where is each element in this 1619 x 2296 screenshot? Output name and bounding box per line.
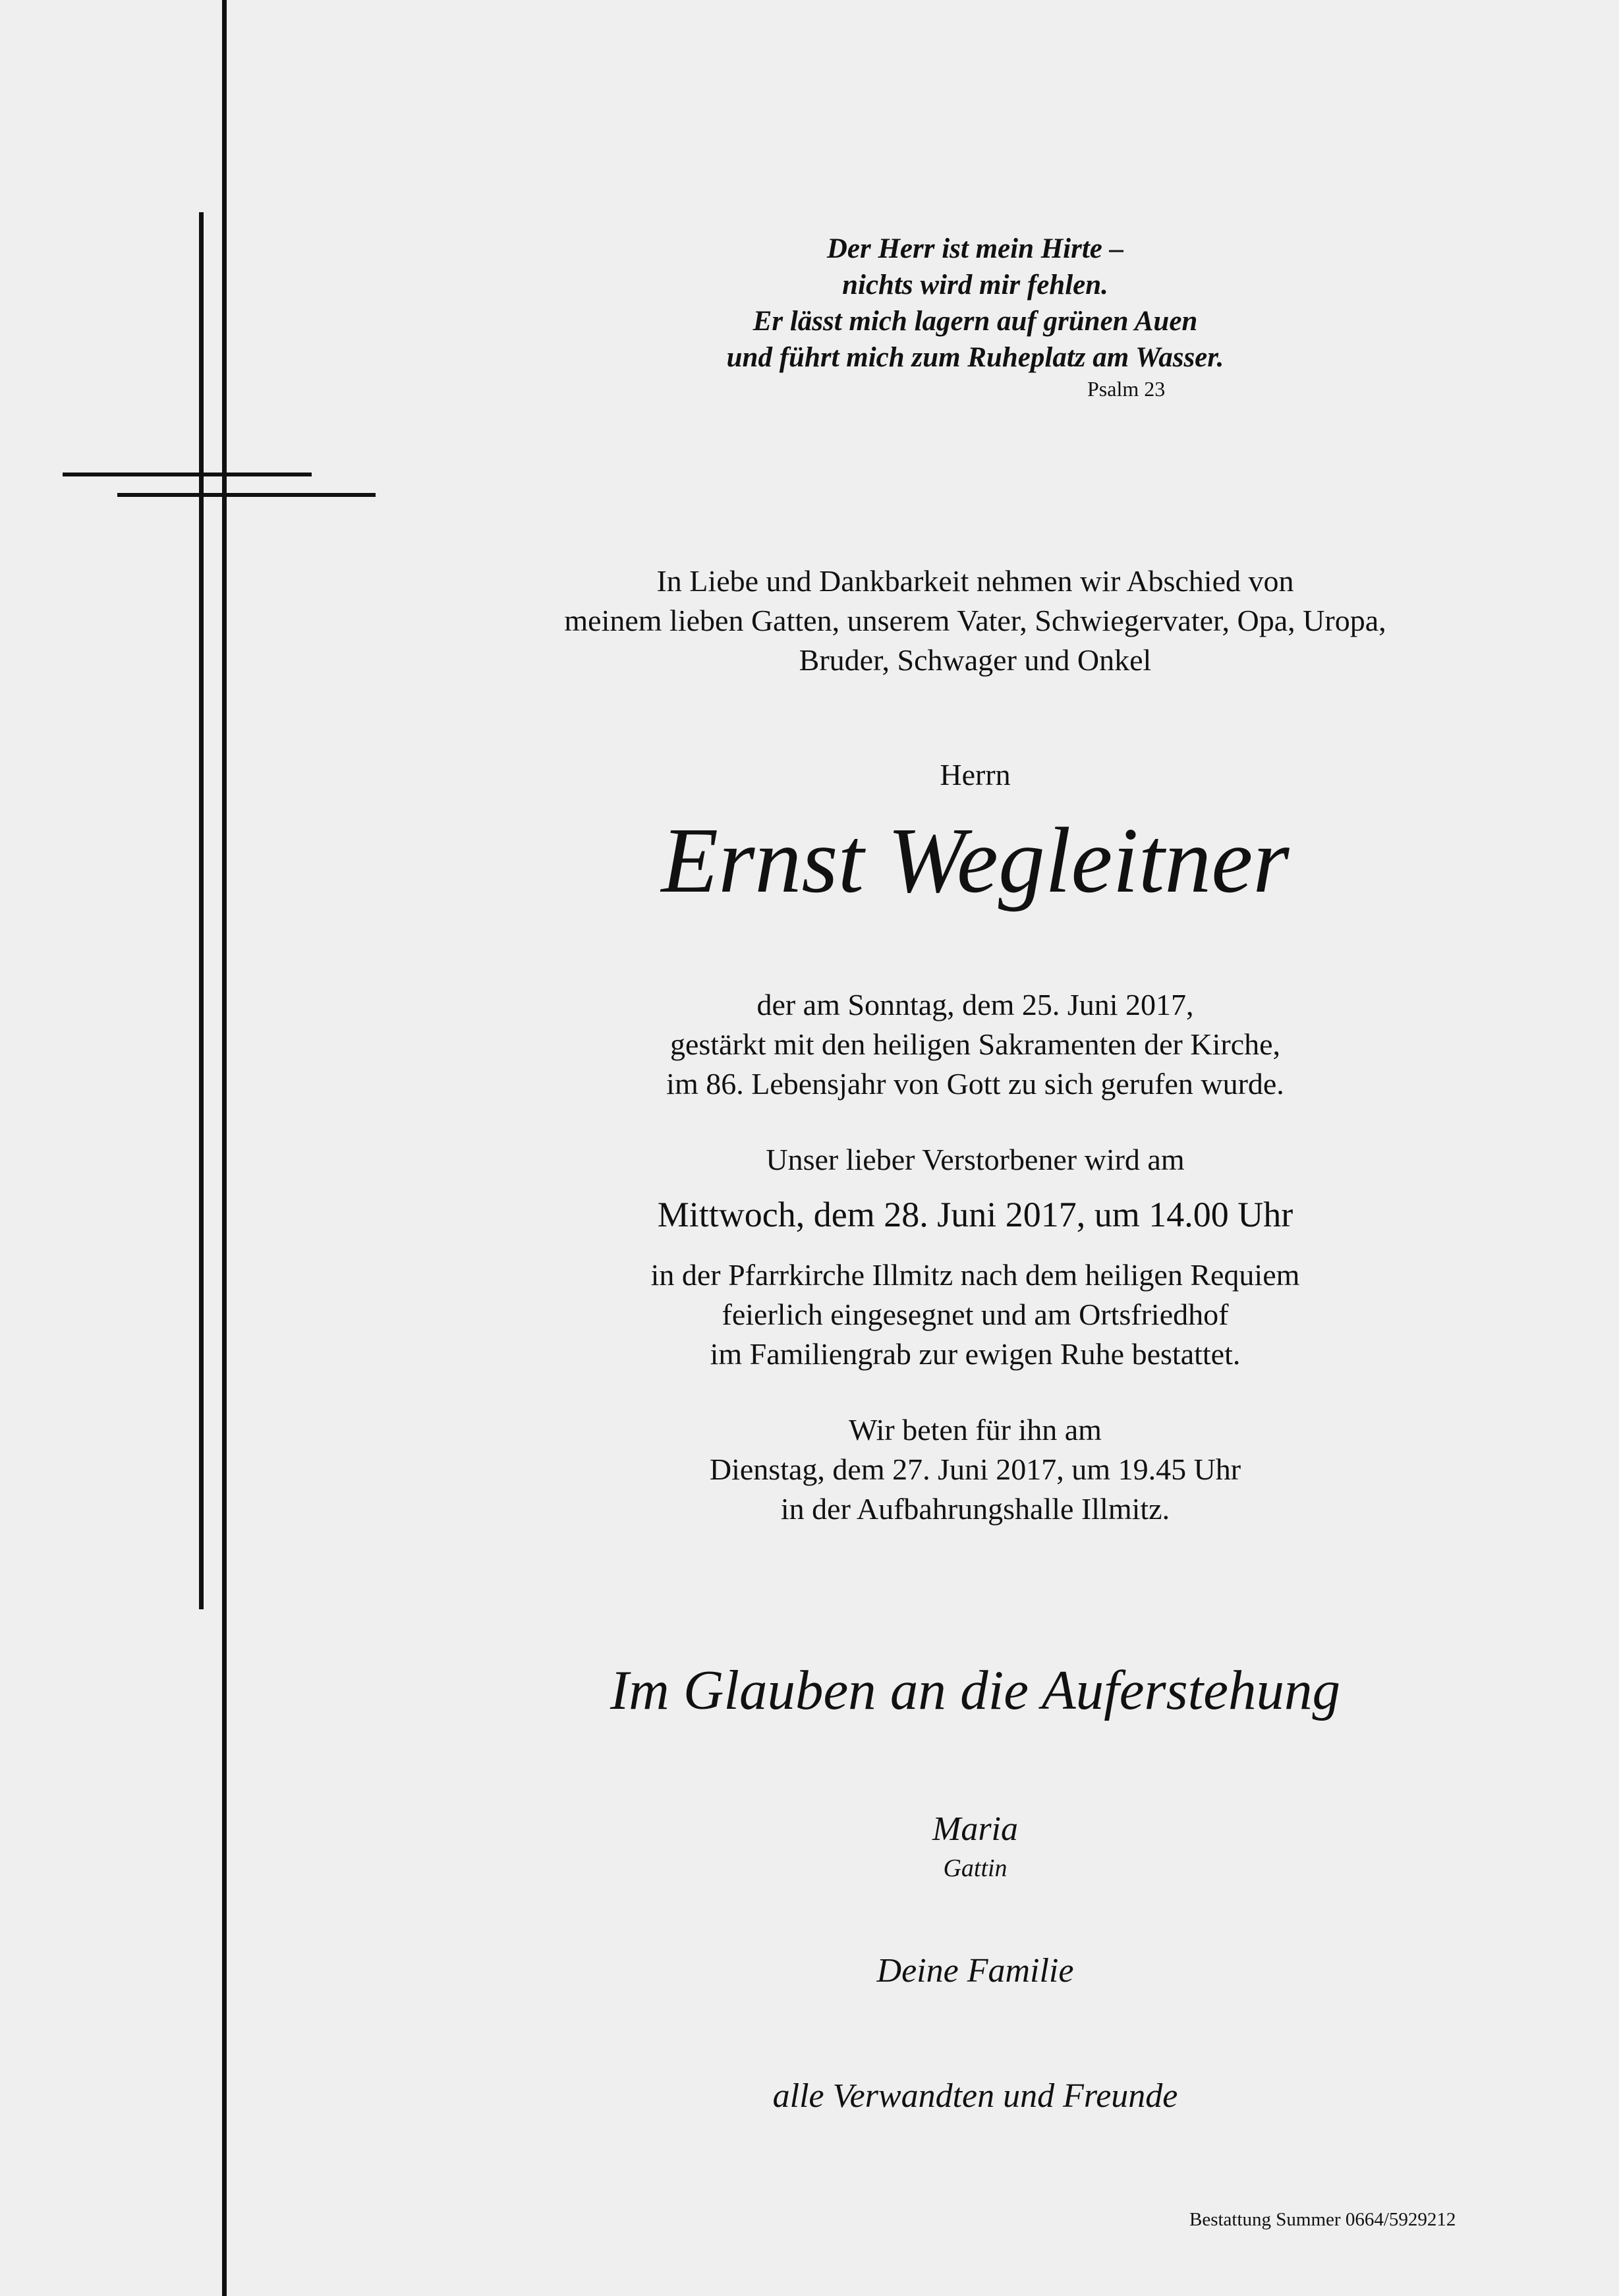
psalm-line: nichts wird mir fehlen. bbox=[842, 270, 1108, 301]
closing-phrase: Im Glauben an die Auferstehung bbox=[610, 1659, 1340, 1721]
psalm-line: Er lässt mich lagern auf grünen Auen bbox=[753, 306, 1198, 337]
prayer-line: Dienstag, dem 27. Juni 2017, um 19.45 Uhr bbox=[709, 1452, 1241, 1486]
funeral-home-footer: Bestattung Summer 0664/5929212 bbox=[1189, 2209, 1456, 2230]
announcement: Unser lieber Verstorbener wird am bbox=[766, 1143, 1185, 1176]
burial-line: im Familiengrab zur ewigen Ruhe bestattet. bbox=[710, 1337, 1241, 1371]
intro-line: meinem lieben Gatten, unserem Vater, Schwiegervater, Opa, Uropa, bbox=[564, 604, 1386, 637]
deceased-name: Ernst Wegleitner bbox=[661, 808, 1290, 912]
death-line: der am Sonntag, dem 25. Juni 2017, bbox=[756, 988, 1194, 1021]
psalm-line: Der Herr ist mein Hirte – bbox=[826, 233, 1124, 264]
intro-paragraph bbox=[564, 561, 1386, 680]
prayer-line: Wir beten für ihn am bbox=[849, 1413, 1102, 1447]
prayer-line: in der Aufbahrungshalle Illmitz. bbox=[780, 1492, 1170, 1526]
intro-line: In Liebe und Dankbarkeit nehmen wir Abschied von bbox=[656, 564, 1294, 598]
cross-long-vertical-line bbox=[222, 0, 227, 2296]
cross-short-vertical-line bbox=[199, 212, 204, 1609]
burial-paragraph bbox=[651, 1255, 1300, 1374]
salutation: Herrn bbox=[940, 758, 1011, 791]
cross-upper-horizontal-line bbox=[63, 473, 312, 476]
family-signature: Deine Familie bbox=[876, 1952, 1074, 1990]
psalm-quote bbox=[727, 231, 1224, 376]
burial-line: feierlich eingesegnet und am Ortsfriedhof bbox=[722, 1298, 1229, 1331]
psalm-line: und führt mich zum Ruheplatz am Wasser. bbox=[726, 342, 1224, 373]
cross-lower-horizontal-line bbox=[117, 493, 376, 497]
death-paragraph bbox=[666, 985, 1284, 1104]
intro-line: Bruder, Schwager und Onkel bbox=[799, 643, 1152, 677]
prayer-paragraph bbox=[710, 1410, 1241, 1529]
psalm-reference: Psalm 23 bbox=[1087, 377, 1166, 401]
death-line: gestärkt mit den heiligen Sakramenten der Kirche, bbox=[669, 1027, 1281, 1061]
burial-datetime: Mittwoch, dem 28. Juni 2017, um 14.00 Uhr bbox=[657, 1195, 1293, 1234]
death-line: im 86. Lebensjahr von Gott zu sich gerufen wurde. bbox=[666, 1067, 1284, 1101]
relatives-signature: alle Verwandten und Freunde bbox=[772, 2077, 1178, 2115]
wife-role: Gattin bbox=[943, 1854, 1008, 1882]
burial-line: in der Pfarrkirche Illmitz nach dem heiligen Requiem bbox=[650, 1258, 1300, 1292]
wife-name: Maria bbox=[932, 1810, 1018, 1848]
